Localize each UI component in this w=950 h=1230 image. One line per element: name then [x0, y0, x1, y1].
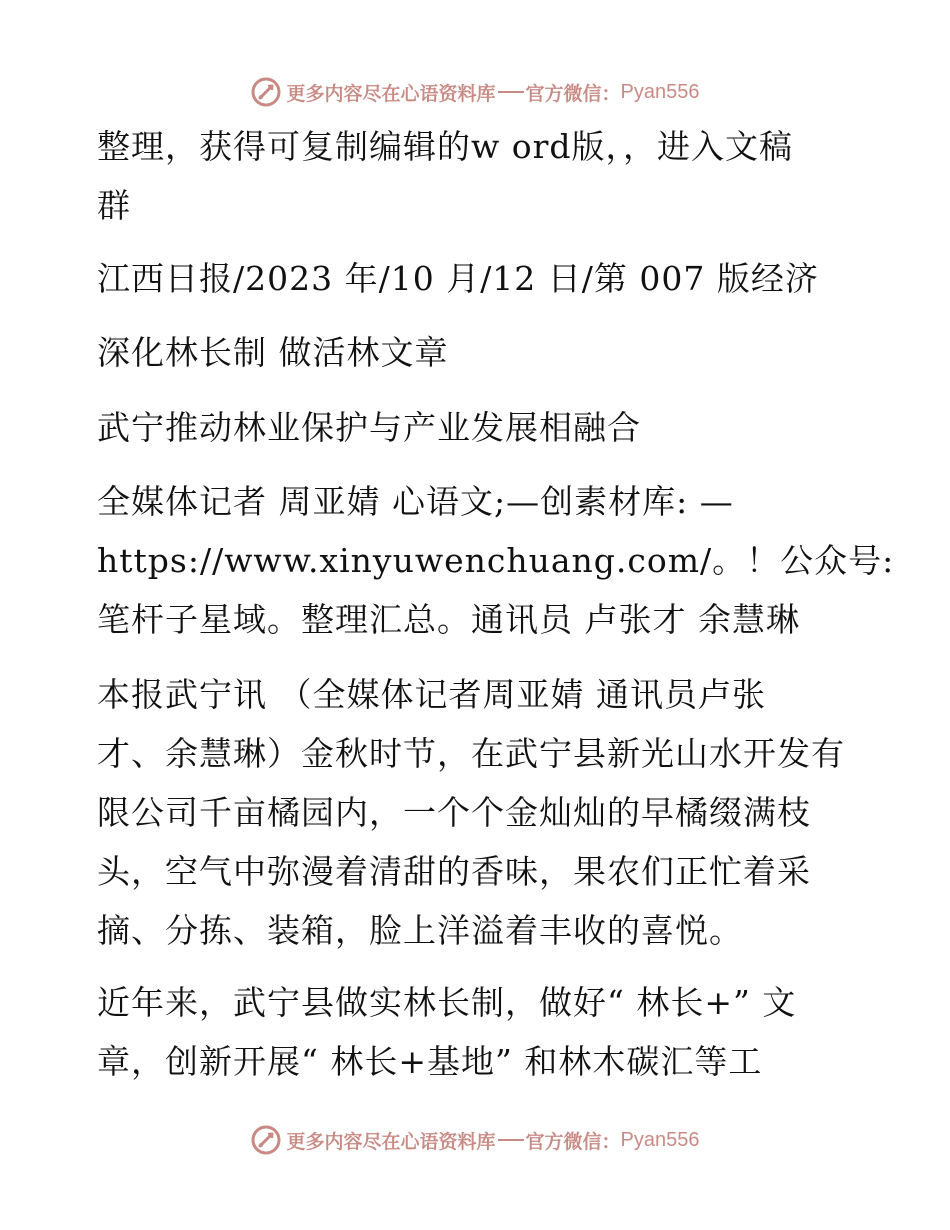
brand-logo-icon: [251, 77, 281, 107]
watermark-title: 更多内容尽在心语资料库: [286, 1130, 496, 1153]
watermark-dash: [498, 1139, 524, 1141]
paragraph-line: 头，空气中弥漫着清甜的香味，果农们正忙着采: [97, 852, 811, 891]
byline: https://www.xinyuwenchuang.com/。！公众号:: [97, 541, 895, 580]
paragraph-line: 摘、分拣、装箱，脸上洋溢着丰收的喜悦。: [97, 911, 743, 950]
paragraph-line: 本报武宁讯 （全媒体记者周亚婧 通讯员卢张: [97, 675, 766, 714]
watermark-wechat-id: Pyan556: [620, 80, 700, 103]
body-line: 群: [97, 186, 131, 225]
watermark-wechat-id: Pyan556: [620, 1128, 700, 1151]
watermark-title: 更多内容尽在心语资料库: [286, 82, 496, 105]
watermark-label: 官方微信：: [525, 82, 621, 105]
paragraph-line: 限公司千亩橘园内，一个个金灿灿的早橘缀满枝: [97, 793, 811, 832]
article-subheadline: 武宁推动林业保护与产业发展相融合: [97, 408, 641, 447]
body-line: 整理，获得可复制编辑的w ord版，，进入文稿: [97, 127, 794, 166]
watermark-dash: [498, 91, 524, 93]
paragraph-line: 才、余慧琳）金秋时节，在武宁县新光山水开发有: [97, 734, 845, 773]
byline: 全媒体记者 周亚婧 心语文;—创素材库: —: [97, 482, 734, 521]
watermark-label: 官方微信：: [525, 1130, 621, 1153]
watermark-banner-bottom: [0, 1120, 950, 1160]
paragraph-line: 章，创新开展“ 林长+基地” 和林木碳汇等工: [97, 1042, 763, 1081]
paragraph-line: 近年来，武宁县做实林长制，做好“ 林长+” 文: [97, 983, 797, 1022]
brand-logo-icon: [251, 1125, 281, 1155]
watermark-banner-top: [0, 72, 950, 112]
article-source-line: 江西日报/2023 年/10 月/12 日/第 007 版经济: [97, 259, 819, 298]
article-headline: 深化林长制 做活林文章: [97, 333, 449, 372]
byline: 笔杆子星域。整理汇总。通讯员 卢张才 余慧琳: [97, 600, 800, 639]
